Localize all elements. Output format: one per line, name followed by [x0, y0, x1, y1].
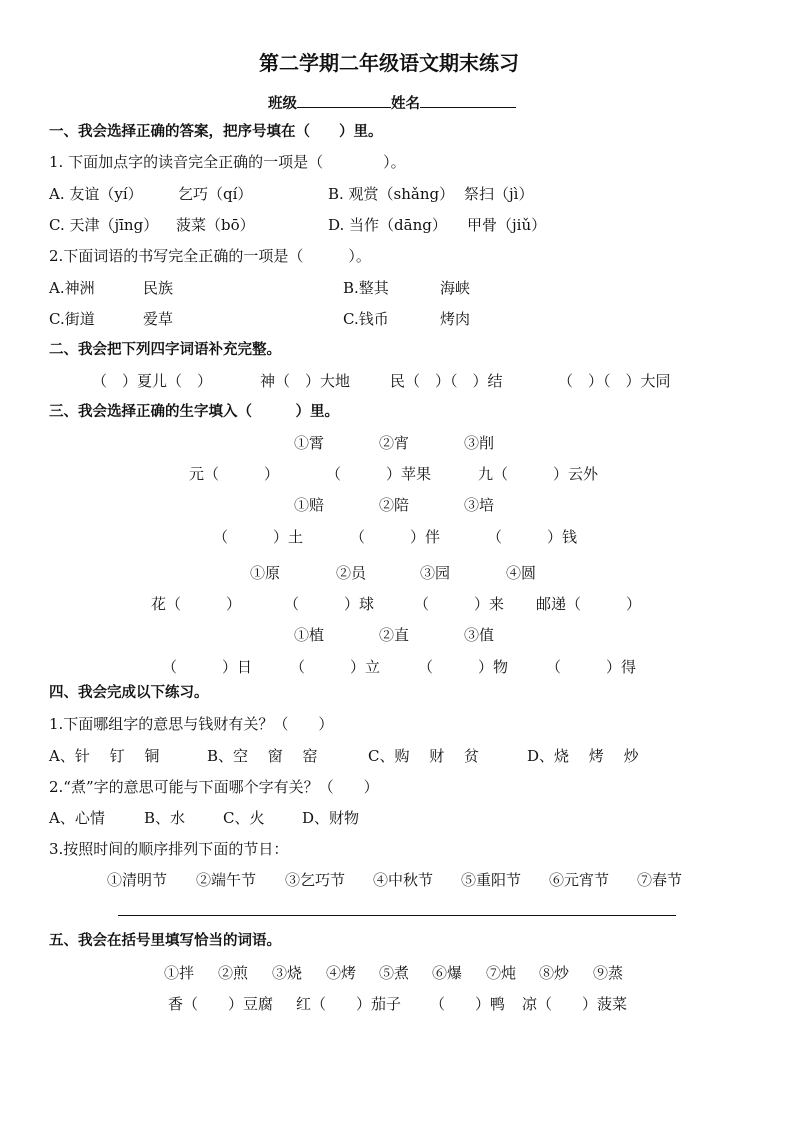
s4-q1-option-c: C、购 财 贫: [368, 747, 480, 765]
s1-q1-option-a1: A. 友谊（yí）: [49, 185, 143, 203]
s1-q1-option-c1: C. 天津（jīng）: [49, 216, 159, 234]
s5-option-9: ⑨蒸: [593, 964, 624, 982]
s3-g4-blank-2: （ ）立: [290, 658, 381, 676]
s4-q1-stem: 1.下面哪组字的意思与钱财有关？（ ）: [49, 715, 334, 733]
s4-q2-option-c: C、火: [223, 809, 265, 827]
s4-festival-7: ⑦春节: [637, 871, 683, 889]
s3-g3-blank-1: 花（ ）: [151, 595, 242, 613]
s2-idiom-1: （ ）夏儿（ ）: [92, 372, 213, 390]
s3-g3-blank-2: （ ）球: [284, 595, 375, 613]
s4-q1-option-a: A、针 钉 铜: [49, 747, 160, 765]
s1-q2-option-b2: 海峡: [440, 279, 471, 297]
s3-g3-option-1: ①原: [250, 564, 281, 582]
s5-option-3: ③烧: [272, 964, 303, 982]
s3-g4-option-1: ①植: [294, 626, 325, 644]
name-label: 姓名: [391, 96, 420, 112]
section-5-heading: 五、我会在括号里填写恰当的词语。: [49, 933, 281, 949]
section-4-heading: 四、我会完成以下练习。: [49, 685, 209, 701]
s1-q1-option-a2: 乞巧（qí）: [178, 185, 253, 203]
s1-q2-stem: 2.下面词语的书写完全正确的一项是（ ）。: [49, 247, 371, 265]
s1-q2-option-d1: C.钱币: [343, 310, 389, 328]
s3-g3-blank-4: 邮递（ ）: [536, 595, 642, 613]
s3-g2-option-2: ②陪: [379, 496, 410, 514]
s1-q1-stem: 1. 下面加点字的读音完全正确的一项是（ ）。: [49, 153, 406, 171]
page-title: 第二学期二年级语文期末练习: [259, 51, 519, 75]
section-3-heading: 三、我会选择正确的生字填入（ ）里。: [49, 404, 339, 420]
class-label: 班级: [268, 96, 297, 112]
s1-q2-option-c1: C.街道: [49, 310, 95, 328]
s4-festival-2: ②端午节: [196, 871, 257, 889]
s4-q2-option-b: B、水: [144, 809, 186, 827]
s1-q2-option-b1: B.整其: [343, 279, 389, 297]
s1-q2-option-a1: A.神洲: [49, 279, 95, 297]
student-info: [268, 91, 516, 114]
s4-festival-1: ①清明节: [107, 871, 168, 889]
s3-g1-option-1: ①霄: [294, 434, 325, 452]
s4-q2-stem: 2.“煮”字的意思可能与下面哪个字有关？（ ）: [49, 778, 379, 796]
s3-g1-blank-2: （ ）苹果: [326, 465, 432, 483]
s3-g2-option-1: ①赔: [294, 496, 325, 514]
s2-idiom-4: （ ）（ ）大同: [558, 372, 671, 390]
s4-festival-3: ③乞巧节: [285, 871, 346, 889]
s3-g4-blank-4: （ ）得: [546, 658, 637, 676]
s3-g4-option-2: ②直: [379, 626, 410, 644]
s2-idiom-2: 神（ ）大地: [260, 372, 351, 390]
s5-option-6: ⑥爆: [432, 964, 463, 982]
s1-q2-option-d2: 烤肉: [440, 310, 471, 328]
s1-q2-option-c2: 爱草: [143, 310, 174, 328]
s4-festival-4: ④中秋节: [373, 871, 434, 889]
s3-g2-blank-1: （ ）土: [213, 528, 304, 546]
s3-g2-blank-2: （ ）伴: [350, 528, 441, 546]
class-field[interactable]: [297, 91, 391, 108]
s4-q2-option-d: D、财物: [302, 809, 360, 827]
s4-q1-option-d: D、烧 烤 炒: [527, 747, 639, 765]
s3-g1-blank-1: 元（ ）: [189, 465, 280, 483]
s4-festival-6: ⑥元宵节: [549, 871, 610, 889]
s5-option-2: ②煎: [218, 964, 249, 982]
s3-g2-option-3: ③培: [464, 496, 495, 514]
s1-q1-option-d1: D. 当作（dāng）: [328, 216, 447, 234]
s5-option-4: ④烤: [326, 964, 357, 982]
section-1-heading: 一、我会选择正确的答案，把序号填在（ ）里。: [49, 124, 383, 140]
s3-g3-option-2: ②员: [336, 564, 367, 582]
section-2-heading: 二、我会把下列四字词语补充完整。: [49, 342, 281, 358]
s1-q2-option-a2: 民族: [143, 279, 174, 297]
s5-blank-3: （ ）鸭: [430, 995, 506, 1013]
s4-q2-option-a: A、心情: [49, 809, 105, 827]
s1-q1-option-b2: 祭扫（jì）: [464, 185, 534, 203]
s5-option-8: ⑧炒: [539, 964, 570, 982]
s3-g1-option-2: ②宵: [379, 434, 410, 452]
s3-g4-blank-3: （ ）物: [418, 658, 509, 676]
s5-blank-1: 香（ ）豆腐: [168, 995, 274, 1013]
s4-q1-option-b: B、空 窗 窑: [207, 747, 318, 765]
s3-g1-blank-3: 九（ ）云外: [478, 465, 599, 483]
s5-blank-2: 红（ ）茄子: [296, 995, 402, 1013]
s5-blank-4: 凉（ ）菠菜: [522, 995, 628, 1013]
s3-g2-blank-3: （ ）钱: [487, 528, 578, 546]
s5-option-5: ⑤煮: [379, 964, 410, 982]
s5-option-7: ⑦炖: [486, 964, 517, 982]
s1-q1-option-d2: 甲骨（jiǔ）: [467, 216, 547, 234]
s3-g1-option-3: ③削: [464, 434, 495, 452]
s4-festival-5: ⑤重阳节: [461, 871, 522, 889]
s2-idiom-3: 民（ ）（ ）结: [390, 372, 503, 390]
s3-g3-option-3: ③园: [420, 564, 451, 582]
s3-g4-blank-1: （ ）日: [162, 658, 253, 676]
s1-q1-option-b1: B. 观赏（shǎng）: [328, 185, 455, 203]
s4-q3-stem: 3.按照时间的顺序排列下面的节日：: [49, 840, 289, 858]
answer-line[interactable]: [118, 915, 676, 916]
s1-q1-option-c2: 菠菜（bō）: [176, 216, 255, 234]
s5-option-1: ①拌: [164, 964, 195, 982]
s3-g3-blank-3: （ ）来: [414, 595, 505, 613]
name-field[interactable]: [420, 91, 516, 108]
s3-g3-option-4: ④圆: [506, 564, 537, 582]
s3-g4-option-3: ③值: [464, 626, 495, 644]
